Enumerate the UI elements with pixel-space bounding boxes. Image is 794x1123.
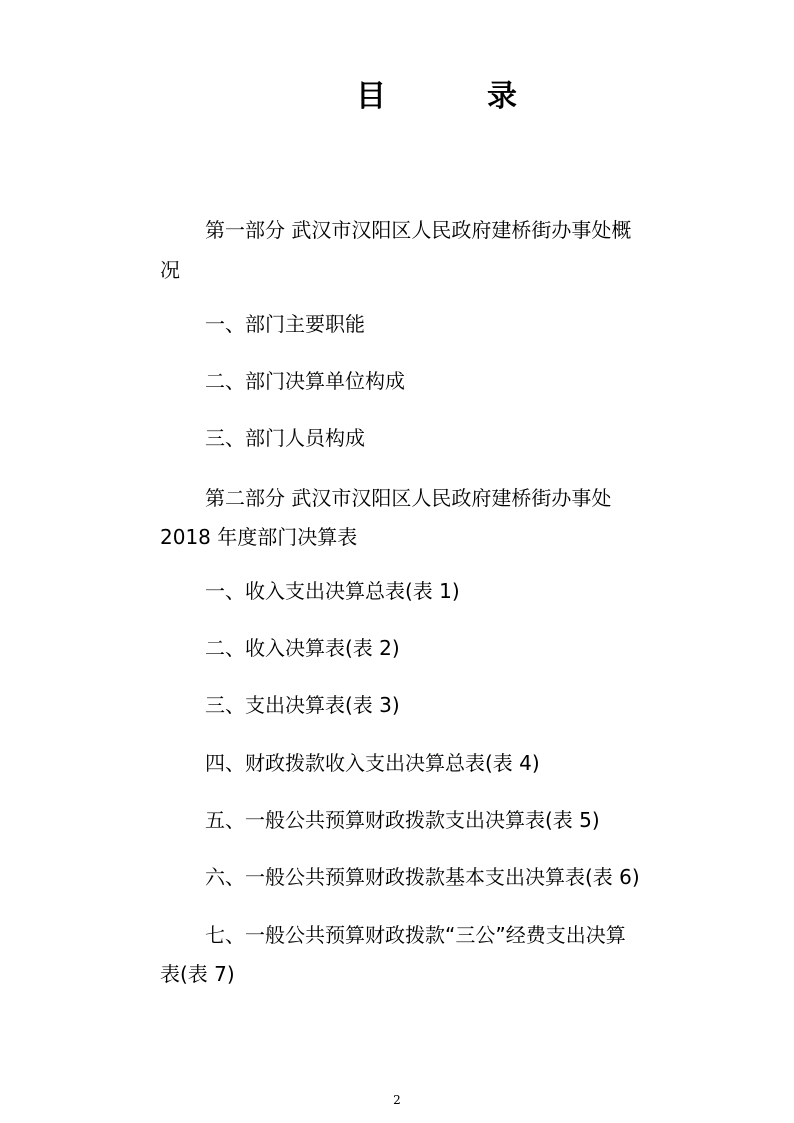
toc-item-2-1: 一、收入支出决算总表(表 1) <box>205 579 460 603</box>
toc-item-2-7-cont: 表(表 7) <box>160 962 235 986</box>
toc-item-1-3: 三、部门人员构成 <box>205 426 365 450</box>
toc-part1-heading: 第一部分 武汉市汉阳区人民政府建桥街办事处概 <box>205 218 632 242</box>
toc-item-2-4: 四、财政拨款收入支出决算总表(表 4) <box>205 751 540 775</box>
toc-item-1-1: 一、部门主要职能 <box>205 312 365 336</box>
toc-item-2-7: 七、一般公共预算财政拨款“三公”经费支出决算 <box>205 923 626 947</box>
title-char-2: 录 <box>487 79 517 114</box>
toc-item-2-2: 二、收入决算表(表 2) <box>205 636 400 660</box>
page-number: 2 <box>393 1093 401 1107</box>
toc-item-2-6: 六、一般公共预算财政拨款基本支出决算表(表 6) <box>205 865 640 889</box>
toc-part2-heading-cont: 2018 年度部门决算表 <box>160 525 358 549</box>
toc-item-2-3: 三、支出决算表(表 3) <box>205 693 400 717</box>
toc-part2-heading: 第二部分 武汉市汉阳区人民政府建桥街办事处 <box>205 486 612 510</box>
toc-item-2-5: 五、一般公共预算财政拨款支出决算表(表 5) <box>205 808 600 832</box>
page-title <box>0 74 794 120</box>
toc-part1-heading-cont: 况 <box>160 258 180 282</box>
title-char-1: 目 <box>356 79 386 114</box>
toc-item-1-2: 二、部门决算单位构成 <box>205 369 405 393</box>
